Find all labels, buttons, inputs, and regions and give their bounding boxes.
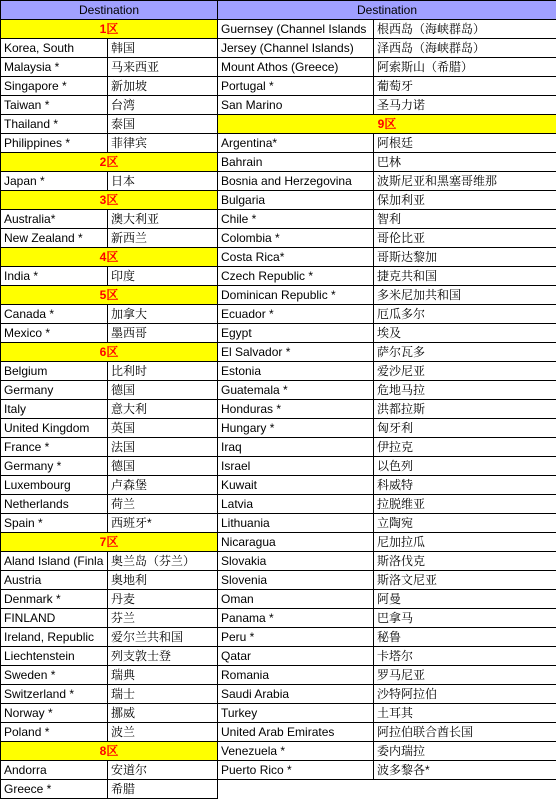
country-english: Guatemala * <box>218 381 374 400</box>
country-row <box>1 39 218 58</box>
country-english: Ireland, Republic <box>1 628 108 647</box>
country-english: Dominican Republic * <box>218 286 374 305</box>
country-chinese: 德国 <box>108 457 218 476</box>
country-row <box>1 77 218 96</box>
country-chinese: 荷兰 <box>108 495 218 514</box>
country-english: Israel <box>218 457 374 476</box>
country-english: Italy <box>1 400 108 419</box>
country-english: Portugal * <box>218 77 374 96</box>
country-english: Germany <box>1 381 108 400</box>
country-row <box>1 324 218 343</box>
country-row <box>1 666 218 685</box>
right-destination-table <box>217 0 556 780</box>
country-row <box>218 590 556 609</box>
zone-label: 3区 <box>1 191 218 210</box>
country-chinese: 列支敦士登 <box>108 647 218 666</box>
country-row <box>218 666 556 685</box>
country-chinese: 科威特 <box>374 476 556 495</box>
zone-label: 6区 <box>1 343 218 362</box>
country-chinese: 拉脱维亚 <box>374 495 556 514</box>
country-english: Australia* <box>1 210 108 229</box>
country-chinese: 阿索斯山（希腊） <box>374 58 556 77</box>
country-english: Latvia <box>218 495 374 514</box>
country-english: Greece * <box>1 780 108 799</box>
country-chinese: 澳大利亚 <box>108 210 218 229</box>
country-row <box>1 514 218 533</box>
country-row <box>1 96 218 115</box>
column-header: Destination <box>1 1 218 20</box>
country-row <box>218 742 556 761</box>
country-row <box>1 647 218 666</box>
country-chinese: 印度 <box>108 267 218 286</box>
country-english: Singapore * <box>1 77 108 96</box>
country-row <box>218 96 556 115</box>
country-row <box>1 210 218 229</box>
country-chinese: 斯洛文尼亚 <box>374 571 556 590</box>
country-row <box>218 191 556 210</box>
country-english: Liechtenstein <box>1 647 108 666</box>
country-row <box>1 571 218 590</box>
country-row <box>218 514 556 533</box>
country-chinese: 多米尼加共和国 <box>374 286 556 305</box>
country-row <box>218 20 556 39</box>
country-english: Ecuador * <box>218 305 374 324</box>
country-english: United Arab Emirates <box>218 723 374 742</box>
country-english: United Kingdom <box>1 419 108 438</box>
zone-row <box>1 742 218 761</box>
country-row <box>1 381 218 400</box>
country-english: Taiwan * <box>1 96 108 115</box>
country-chinese: 德国 <box>108 381 218 400</box>
country-row <box>1 267 218 286</box>
country-row <box>218 172 556 191</box>
country-row <box>218 495 556 514</box>
country-english: Costa Rica* <box>218 248 374 267</box>
country-chinese: 波兰 <box>108 723 218 742</box>
country-row <box>1 590 218 609</box>
country-english: Qatar <box>218 647 374 666</box>
country-chinese: 奥地利 <box>108 571 218 590</box>
country-row <box>218 229 556 248</box>
country-row <box>218 723 556 742</box>
country-row <box>218 381 556 400</box>
country-chinese: 沙特阿拉伯 <box>374 685 556 704</box>
country-chinese: 菲律宾 <box>108 134 218 153</box>
country-chinese: 厄瓜多尔 <box>374 305 556 324</box>
country-row <box>218 476 556 495</box>
country-english: Argentina* <box>218 134 374 153</box>
country-english: Peru * <box>218 628 374 647</box>
country-row <box>218 153 556 172</box>
country-chinese: 英国 <box>108 419 218 438</box>
country-chinese: 卢森堡 <box>108 476 218 495</box>
country-english: Malaysia * <box>1 58 108 77</box>
country-english: Thailand * <box>1 115 108 134</box>
country-chinese: 萨尔瓦多 <box>374 343 556 362</box>
country-row <box>218 134 556 153</box>
country-chinese: 罗马尼亚 <box>374 666 556 685</box>
country-chinese: 匈牙利 <box>374 419 556 438</box>
country-english: Spain * <box>1 514 108 533</box>
country-row <box>218 362 556 381</box>
country-row <box>218 609 556 628</box>
country-row <box>218 457 556 476</box>
country-row <box>218 210 556 229</box>
country-row <box>218 248 556 267</box>
country-chinese: 尼加拉瓜 <box>374 533 556 552</box>
country-chinese: 韩国 <box>108 39 218 58</box>
country-english: Egypt <box>218 324 374 343</box>
country-english: Honduras * <box>218 400 374 419</box>
country-english: FINLAND <box>1 609 108 628</box>
country-chinese: 哥伦比亚 <box>374 229 556 248</box>
country-chinese: 西班牙* <box>108 514 218 533</box>
country-english: Czech Republic * <box>218 267 374 286</box>
country-english: Slovakia <box>218 552 374 571</box>
header-row <box>1 1 218 20</box>
country-row <box>218 647 556 666</box>
country-english: Lithuania <box>218 514 374 533</box>
country-chinese: 哥斯达黎加 <box>374 248 556 267</box>
country-row <box>1 761 218 780</box>
country-row <box>218 58 556 77</box>
country-chinese: 希腊 <box>108 780 218 799</box>
country-chinese: 圣马力诺 <box>374 96 556 115</box>
country-english: New Zealand * <box>1 229 108 248</box>
country-row <box>1 419 218 438</box>
country-row <box>218 305 556 324</box>
zone-label: 5区 <box>1 286 218 305</box>
country-row <box>218 704 556 723</box>
country-english: Hungary * <box>218 419 374 438</box>
country-chinese: 波斯尼亚和黑塞哥维那 <box>374 172 556 191</box>
country-row <box>1 704 218 723</box>
country-row <box>218 685 556 704</box>
country-chinese: 阿根廷 <box>374 134 556 153</box>
country-chinese: 奥兰岛（芬兰） <box>108 552 218 571</box>
country-chinese: 泰国 <box>108 115 218 134</box>
country-english: Mount Athos (Greece) <box>218 58 374 77</box>
country-english: Chile * <box>218 210 374 229</box>
country-english: Mexico * <box>1 324 108 343</box>
country-chinese: 秘鲁 <box>374 628 556 647</box>
country-english: Turkey <box>218 704 374 723</box>
country-chinese: 智利 <box>374 210 556 229</box>
country-english: Iraq <box>218 438 374 457</box>
country-chinese: 瑞典 <box>108 666 218 685</box>
country-chinese: 爱沙尼亚 <box>374 362 556 381</box>
country-chinese: 巴林 <box>374 153 556 172</box>
country-english: Colombia * <box>218 229 374 248</box>
country-chinese: 危地马拉 <box>374 381 556 400</box>
country-chinese: 卡塔尔 <box>374 647 556 666</box>
zone-row <box>1 153 218 172</box>
country-english: Aland Island (Finla <box>1 552 108 571</box>
country-english: Bahrain <box>218 153 374 172</box>
country-chinese: 阿曼 <box>374 590 556 609</box>
country-row <box>1 172 218 191</box>
country-chinese: 根西岛（海峡群岛） <box>374 20 556 39</box>
country-english: Andorra <box>1 761 108 780</box>
country-chinese: 比利时 <box>108 362 218 381</box>
country-row <box>218 419 556 438</box>
country-row <box>218 533 556 552</box>
country-english: San Marino <box>218 96 374 115</box>
country-english: Denmark * <box>1 590 108 609</box>
country-english: Belgium <box>1 362 108 381</box>
country-english: Slovenia <box>218 571 374 590</box>
zone-label: 9区 <box>218 115 556 134</box>
country-english: Netherlands <box>1 495 108 514</box>
country-chinese: 台湾 <box>108 96 218 115</box>
country-row <box>1 609 218 628</box>
country-chinese: 以色列 <box>374 457 556 476</box>
country-row <box>1 115 218 134</box>
country-row <box>1 229 218 248</box>
country-chinese: 法国 <box>108 438 218 457</box>
country-english: France * <box>1 438 108 457</box>
country-english: Saudi Arabia <box>218 685 374 704</box>
country-chinese: 新加坡 <box>108 77 218 96</box>
country-english: Guernsey (Channel Islands <box>218 20 374 39</box>
country-english: Kuwait <box>218 476 374 495</box>
country-chinese: 捷克共和国 <box>374 267 556 286</box>
country-row <box>1 362 218 381</box>
country-row <box>1 400 218 419</box>
zone-label: 2区 <box>1 153 218 172</box>
left-destination-table <box>0 0 218 799</box>
country-chinese: 加拿大 <box>108 305 218 324</box>
country-english: Panama * <box>218 609 374 628</box>
country-english: Switzerland * <box>1 685 108 704</box>
zone-label: 4区 <box>1 248 218 267</box>
country-chinese: 爱尔兰共和国 <box>108 628 218 647</box>
country-english: Romania <box>218 666 374 685</box>
country-chinese: 墨西哥 <box>108 324 218 343</box>
country-row <box>1 780 218 799</box>
country-chinese: 丹麦 <box>108 590 218 609</box>
country-english: Venezuela * <box>218 742 374 761</box>
country-chinese: 波多黎各* <box>374 761 556 780</box>
country-english: India * <box>1 267 108 286</box>
country-chinese: 立陶宛 <box>374 514 556 533</box>
country-chinese: 日本 <box>108 172 218 191</box>
country-english: El Salvador * <box>218 343 374 362</box>
country-english: Luxembourg <box>1 476 108 495</box>
zone-row <box>1 191 218 210</box>
country-row <box>1 476 218 495</box>
country-english: Norway * <box>1 704 108 723</box>
zone-row <box>1 343 218 362</box>
country-row <box>218 324 556 343</box>
country-row <box>1 685 218 704</box>
country-chinese: 葡萄牙 <box>374 77 556 96</box>
country-row <box>1 552 218 571</box>
country-chinese: 意大利 <box>108 400 218 419</box>
country-chinese: 洪都拉斯 <box>374 400 556 419</box>
country-english: Japan * <box>1 172 108 191</box>
country-row <box>218 400 556 419</box>
country-english: Germany * <box>1 457 108 476</box>
country-row <box>218 552 556 571</box>
country-chinese: 埃及 <box>374 324 556 343</box>
country-row <box>1 723 218 742</box>
country-english: Canada * <box>1 305 108 324</box>
country-chinese: 芬兰 <box>108 609 218 628</box>
country-row <box>1 457 218 476</box>
country-row <box>218 628 556 647</box>
country-row <box>1 628 218 647</box>
country-row <box>218 77 556 96</box>
country-row <box>218 343 556 362</box>
zone-label: 7区 <box>1 533 218 552</box>
zone-row <box>1 20 218 39</box>
country-english: Nicaragua <box>218 533 374 552</box>
zone-row <box>1 286 218 305</box>
country-row <box>218 571 556 590</box>
zone-row <box>1 248 218 267</box>
country-english: Estonia <box>218 362 374 381</box>
country-chinese: 巴拿马 <box>374 609 556 628</box>
zone-label: 1区 <box>1 20 218 39</box>
country-chinese: 挪威 <box>108 704 218 723</box>
country-chinese: 保加利亚 <box>374 191 556 210</box>
country-row <box>1 495 218 514</box>
country-english: Austria <box>1 571 108 590</box>
country-chinese: 土耳其 <box>374 704 556 723</box>
zone-label: 8区 <box>1 742 218 761</box>
country-row <box>218 267 556 286</box>
country-row <box>218 438 556 457</box>
country-chinese: 瑞士 <box>108 685 218 704</box>
column-header: Destination <box>218 1 556 20</box>
country-chinese: 新西兰 <box>108 229 218 248</box>
country-row <box>218 761 556 780</box>
header-row <box>218 1 556 20</box>
country-chinese: 斯洛伐克 <box>374 552 556 571</box>
country-english: Bulgaria <box>218 191 374 210</box>
country-chinese: 委内瑞拉 <box>374 742 556 761</box>
country-english: Poland * <box>1 723 108 742</box>
zone-row <box>1 533 218 552</box>
country-english: Puerto Rico * <box>218 761 374 780</box>
country-english: Sweden * <box>1 666 108 685</box>
country-chinese: 阿拉伯联合酋长国 <box>374 723 556 742</box>
country-row <box>1 438 218 457</box>
zone-row <box>218 115 556 134</box>
country-chinese: 伊拉克 <box>374 438 556 457</box>
country-row <box>218 39 556 58</box>
country-english: Jersey (Channel Islands) <box>218 39 374 58</box>
country-english: Oman <box>218 590 374 609</box>
country-chinese: 马来西亚 <box>108 58 218 77</box>
country-row <box>1 305 218 324</box>
country-chinese: 安道尔 <box>108 761 218 780</box>
country-row <box>1 58 218 77</box>
country-english: Philippines * <box>1 134 108 153</box>
country-row <box>218 286 556 305</box>
country-chinese: 泽西岛（海峡群岛） <box>374 39 556 58</box>
country-english: Korea, South <box>1 39 108 58</box>
country-english: Bosnia and Herzegovina <box>218 172 374 191</box>
country-row <box>1 134 218 153</box>
